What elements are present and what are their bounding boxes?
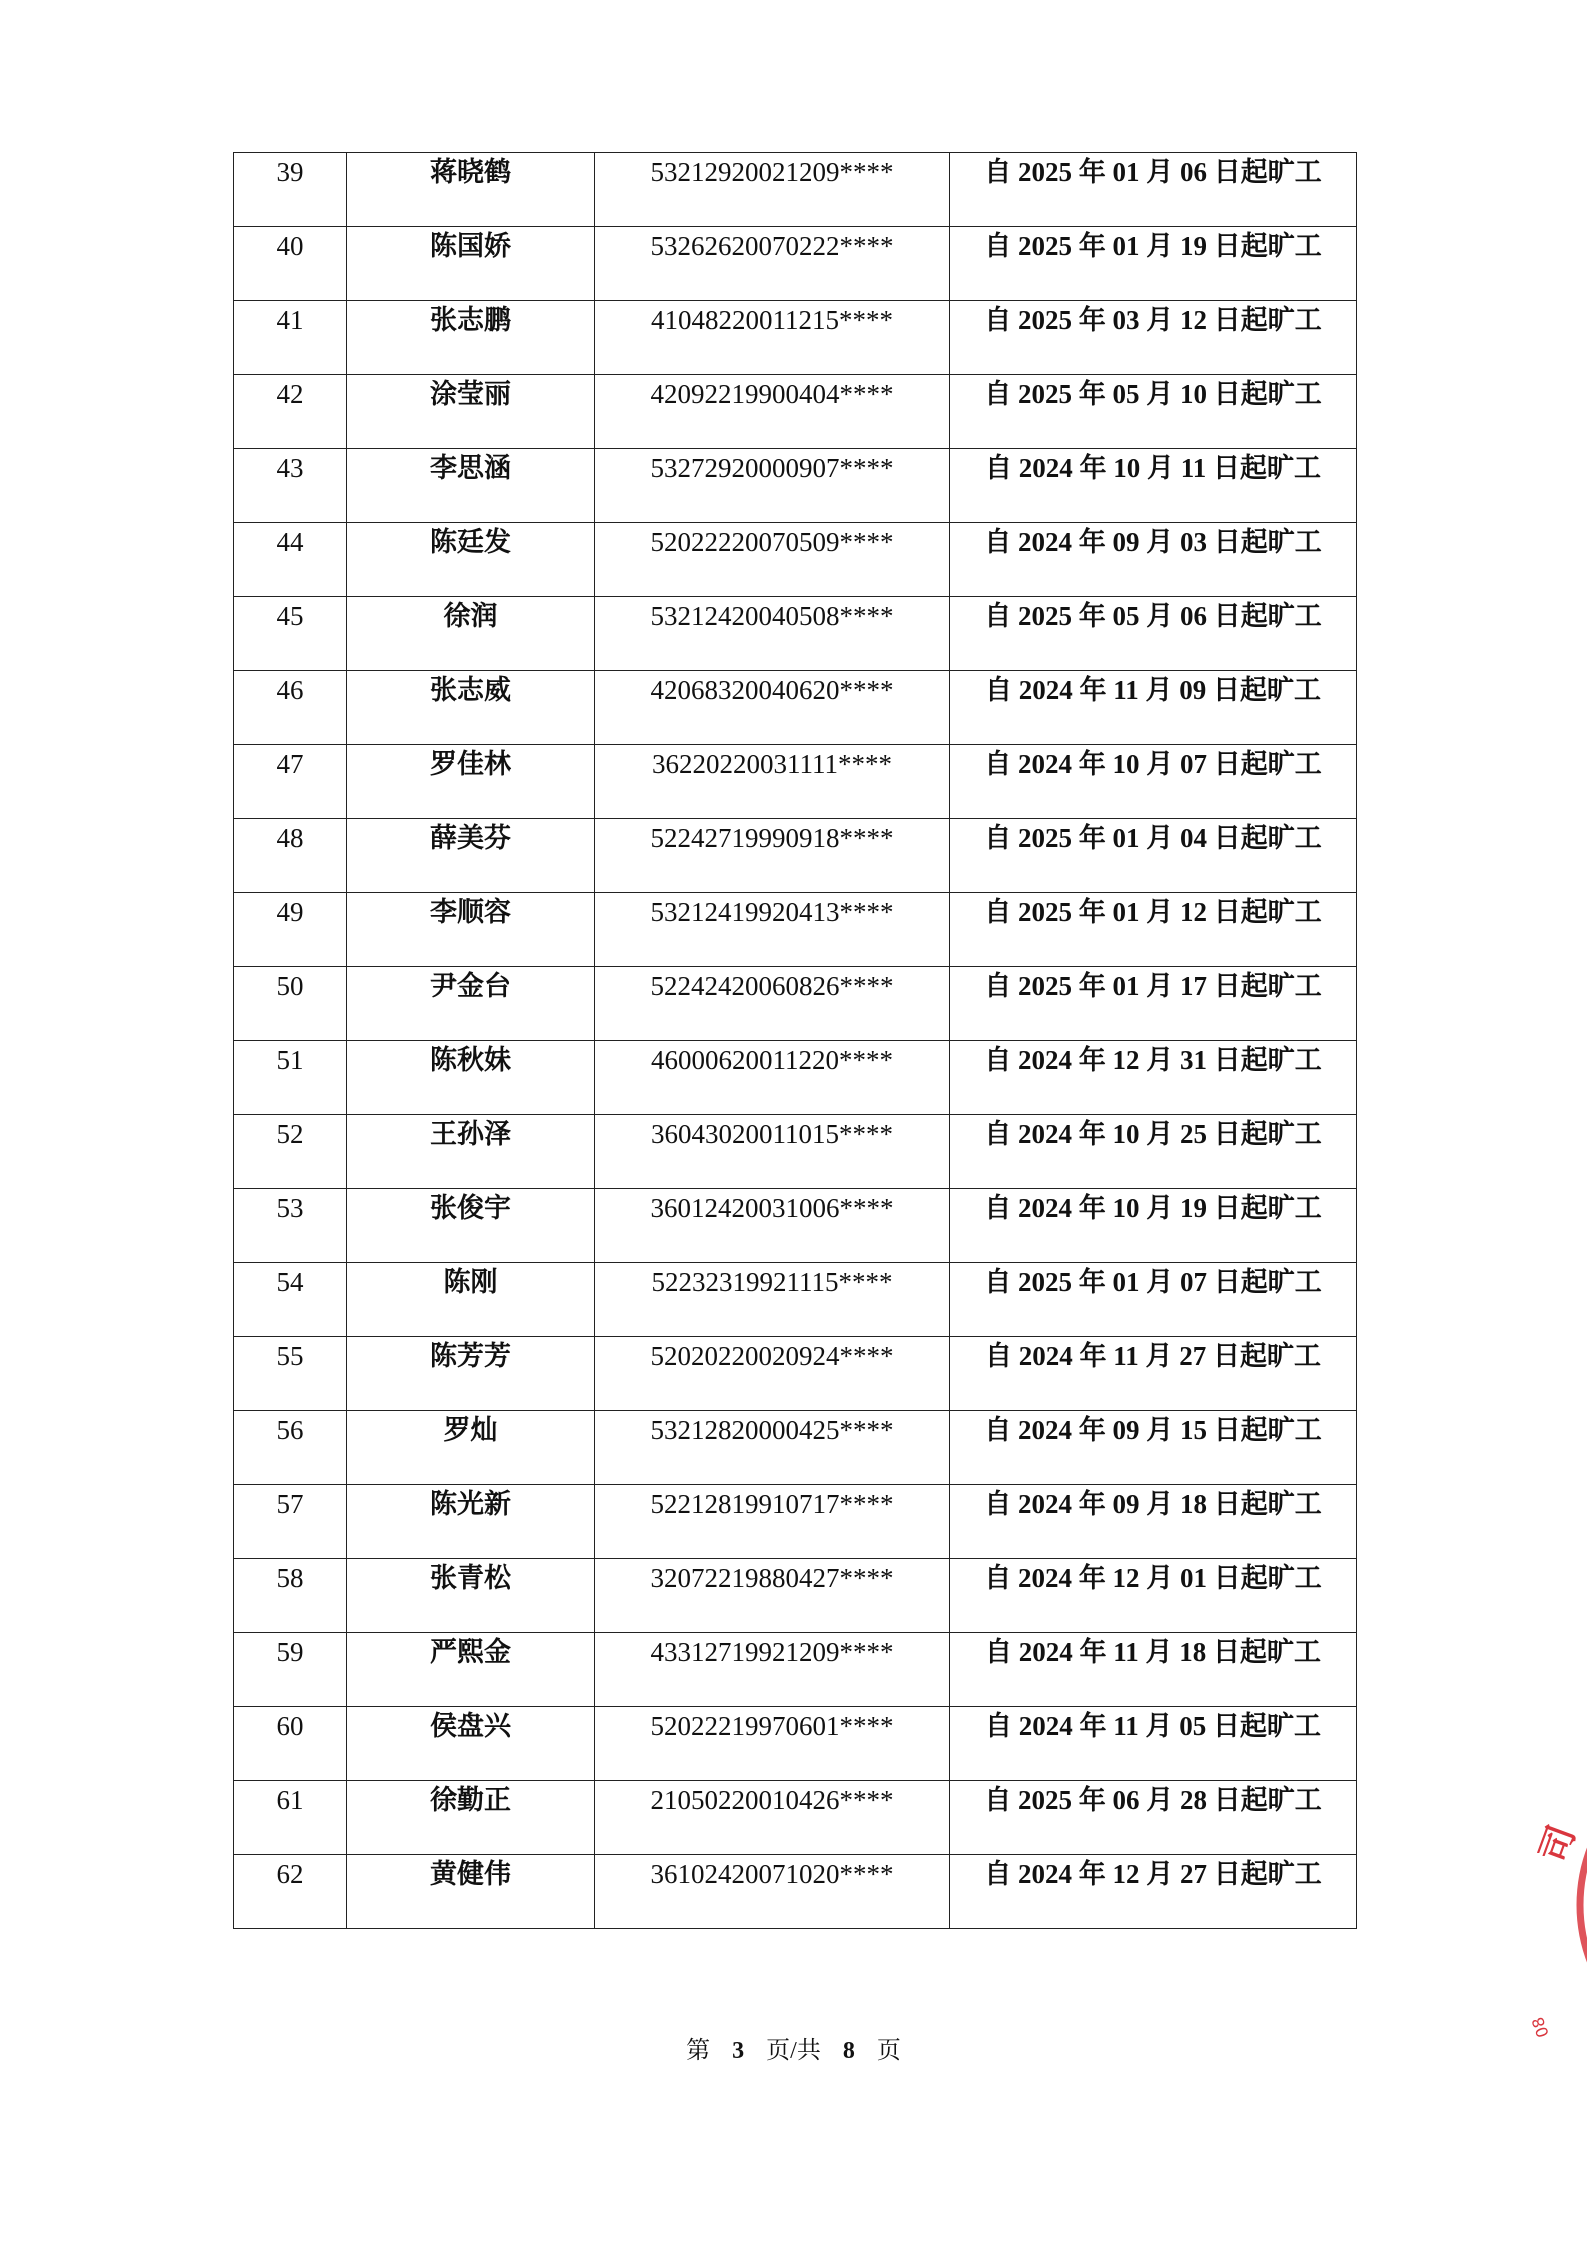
id-number-cell: 53212420040508**** [595, 597, 950, 671]
table-row [234, 967, 1357, 1041]
id-number-cell: 36220220031111**** [595, 745, 950, 819]
name-cell: 李思涵 [347, 449, 595, 523]
row-number-cell: 42 [234, 375, 347, 449]
name-cell: 陈廷发 [347, 523, 595, 597]
id-number-cell: 42068320040620**** [595, 671, 950, 745]
id-number-cell: 52022219970601**** [595, 1707, 950, 1781]
id-number-cell: 52242719990918**** [595, 819, 950, 893]
company-seal-stamp [1527, 1740, 1587, 2070]
table-row [234, 671, 1357, 745]
roster-table-body [234, 153, 1357, 1929]
name-cell: 王孙泽 [347, 1115, 595, 1189]
absence-date-cell: 自 2025 年 03 月 12 日起旷工 [950, 301, 1357, 375]
name-cell: 张志威 [347, 671, 595, 745]
absence-date-cell: 自 2024 年 09 月 03 日起旷工 [950, 523, 1357, 597]
absence-date-cell: 自 2025 年 05 月 10 日起旷工 [950, 375, 1357, 449]
name-cell: 侯盘兴 [347, 1707, 595, 1781]
name-cell: 陈国娇 [347, 227, 595, 301]
row-number-cell: 47 [234, 745, 347, 819]
absence-date-cell: 自 2025 年 05 月 06 日起旷工 [950, 597, 1357, 671]
page-footer [0, 2030, 1587, 2065]
id-number-cell: 53212920021209**** [595, 153, 950, 227]
id-number-cell: 53212820000425**** [595, 1411, 950, 1485]
name-cell: 陈芳芳 [347, 1337, 595, 1411]
table-row [234, 745, 1357, 819]
row-number-cell: 54 [234, 1263, 347, 1337]
table-row [234, 1411, 1357, 1485]
id-number-cell: 42092219900404**** [595, 375, 950, 449]
id-number-cell: 53212419920413**** [595, 893, 950, 967]
table-row [234, 1781, 1357, 1855]
footer-page-number: 3 [732, 2038, 745, 2064]
table-row [234, 227, 1357, 301]
table-row [234, 153, 1357, 227]
name-cell: 徐勤正 [347, 1781, 595, 1855]
name-cell: 尹金台 [347, 967, 595, 1041]
footer-suffix: 页 [876, 2038, 901, 2064]
name-cell: 蒋晓鹤 [347, 153, 595, 227]
absence-date-cell: 自 2024 年 12 月 27 日起旷工 [950, 1855, 1357, 1929]
name-cell: 黄健伟 [347, 1855, 595, 1929]
name-cell: 薛美芬 [347, 819, 595, 893]
name-cell: 徐润 [347, 597, 595, 671]
row-number-cell: 62 [234, 1855, 347, 1929]
row-number-cell: 60 [234, 1707, 347, 1781]
name-cell: 涂莹丽 [347, 375, 595, 449]
id-number-cell: 21050220010426**** [595, 1781, 950, 1855]
footer-prefix: 第 [686, 2038, 711, 2064]
footer-middle: 页/共 [766, 2038, 821, 2064]
footer-total-pages: 8 [842, 2038, 855, 2064]
row-number-cell: 52 [234, 1115, 347, 1189]
id-number-cell: 32072219880427**** [595, 1559, 950, 1633]
absence-date-cell: 自 2024 年 11 月 18 日起旷工 [950, 1633, 1357, 1707]
table-row [234, 1189, 1357, 1263]
table-row [234, 893, 1357, 967]
table-row [234, 301, 1357, 375]
table-row [234, 1559, 1357, 1633]
row-number-cell: 48 [234, 819, 347, 893]
table-row [234, 1855, 1357, 1929]
id-number-cell: 52232319921115**** [595, 1263, 950, 1337]
absence-date-cell: 自 2025 年 06 月 28 日起旷工 [950, 1781, 1357, 1855]
absence-date-cell: 自 2025 年 01 月 12 日起旷工 [950, 893, 1357, 967]
absence-date-cell: 自 2025 年 01 月 04 日起旷工 [950, 819, 1357, 893]
roster-table [233, 152, 1357, 1929]
table-row [234, 1485, 1357, 1559]
id-number-cell: 52020220020924**** [595, 1337, 950, 1411]
row-number-cell: 44 [234, 523, 347, 597]
row-number-cell: 50 [234, 967, 347, 1041]
absence-date-cell: 自 2024 年 10 月 07 日起旷工 [950, 745, 1357, 819]
name-cell: 罗佳林 [347, 745, 595, 819]
table-row [234, 597, 1357, 671]
row-number-cell: 40 [234, 227, 347, 301]
row-number-cell: 41 [234, 301, 347, 375]
absence-date-cell: 自 2024 年 10 月 19 日起旷工 [950, 1189, 1357, 1263]
id-number-cell: 53272920000907**** [595, 449, 950, 523]
row-number-cell: 46 [234, 671, 347, 745]
absence-date-cell: 自 2024 年 09 月 15 日起旷工 [950, 1411, 1357, 1485]
id-number-cell: 53262620070222**** [595, 227, 950, 301]
absence-date-cell: 自 2025 年 01 月 06 日起旷工 [950, 153, 1357, 227]
table-row [234, 1263, 1357, 1337]
id-number-cell: 52212819910717**** [595, 1485, 950, 1559]
table-row [234, 1633, 1357, 1707]
row-number-cell: 61 [234, 1781, 347, 1855]
row-number-cell: 43 [234, 449, 347, 523]
row-number-cell: 58 [234, 1559, 347, 1633]
name-cell: 陈刚 [347, 1263, 595, 1337]
name-cell: 张俊宇 [347, 1189, 595, 1263]
absence-date-cell: 自 2024 年 11 月 09 日起旷工 [950, 671, 1357, 745]
absence-date-cell: 自 2024 年 12 月 31 日起旷工 [950, 1041, 1357, 1115]
absence-date-cell: 自 2024 年 09 月 18 日起旷工 [950, 1485, 1357, 1559]
name-cell: 张志鹏 [347, 301, 595, 375]
row-number-cell: 49 [234, 893, 347, 967]
name-cell: 陈光新 [347, 1485, 595, 1559]
row-number-cell: 55 [234, 1337, 347, 1411]
table-row [234, 523, 1357, 597]
seal-text-char: 司 [1532, 1820, 1584, 1869]
absence-date-cell: 自 2024 年 11 月 27 日起旷工 [950, 1337, 1357, 1411]
table-row [234, 819, 1357, 893]
row-number-cell: 45 [234, 597, 347, 671]
row-number-cell: 53 [234, 1189, 347, 1263]
seal-text-code: 08 [1527, 2014, 1553, 2041]
id-number-cell: 41048220011215**** [595, 301, 950, 375]
id-number-cell: 36012420031006**** [595, 1189, 950, 1263]
row-number-cell: 39 [234, 153, 347, 227]
table-row [234, 1707, 1357, 1781]
id-number-cell: 36102420071020**** [595, 1855, 950, 1929]
absence-date-cell: 自 2024 年 10 月 11 日起旷工 [950, 449, 1357, 523]
absence-date-cell: 自 2024 年 11 月 05 日起旷工 [950, 1707, 1357, 1781]
absence-date-cell: 自 2024 年 10 月 25 日起旷工 [950, 1115, 1357, 1189]
row-number-cell: 59 [234, 1633, 347, 1707]
id-number-cell: 43312719921209**** [595, 1633, 950, 1707]
name-cell: 严熙金 [347, 1633, 595, 1707]
table-row [234, 449, 1357, 523]
table-row [234, 1337, 1357, 1411]
id-number-cell: 36043020011015**** [595, 1115, 950, 1189]
id-number-cell: 52022220070509**** [595, 523, 950, 597]
absence-date-cell: 自 2025 年 01 月 07 日起旷工 [950, 1263, 1357, 1337]
absence-date-cell: 自 2025 年 01 月 19 日起旷工 [950, 227, 1357, 301]
row-number-cell: 51 [234, 1041, 347, 1115]
table-row [234, 375, 1357, 449]
table-row [234, 1041, 1357, 1115]
absence-date-cell: 自 2024 年 12 月 01 日起旷工 [950, 1559, 1357, 1633]
row-number-cell: 56 [234, 1411, 347, 1485]
name-cell: 罗灿 [347, 1411, 595, 1485]
absence-date-cell: 自 2025 年 01 月 17 日起旷工 [950, 967, 1357, 1041]
name-cell: 陈秋妹 [347, 1041, 595, 1115]
name-cell: 李顺容 [347, 893, 595, 967]
id-number-cell: 52242420060826**** [595, 967, 950, 1041]
id-number-cell: 46000620011220**** [595, 1041, 950, 1115]
seal-fragment-graphic [1527, 1740, 1587, 2070]
name-cell: 张青松 [347, 1559, 595, 1633]
row-number-cell: 57 [234, 1485, 347, 1559]
table-row [234, 1115, 1357, 1189]
